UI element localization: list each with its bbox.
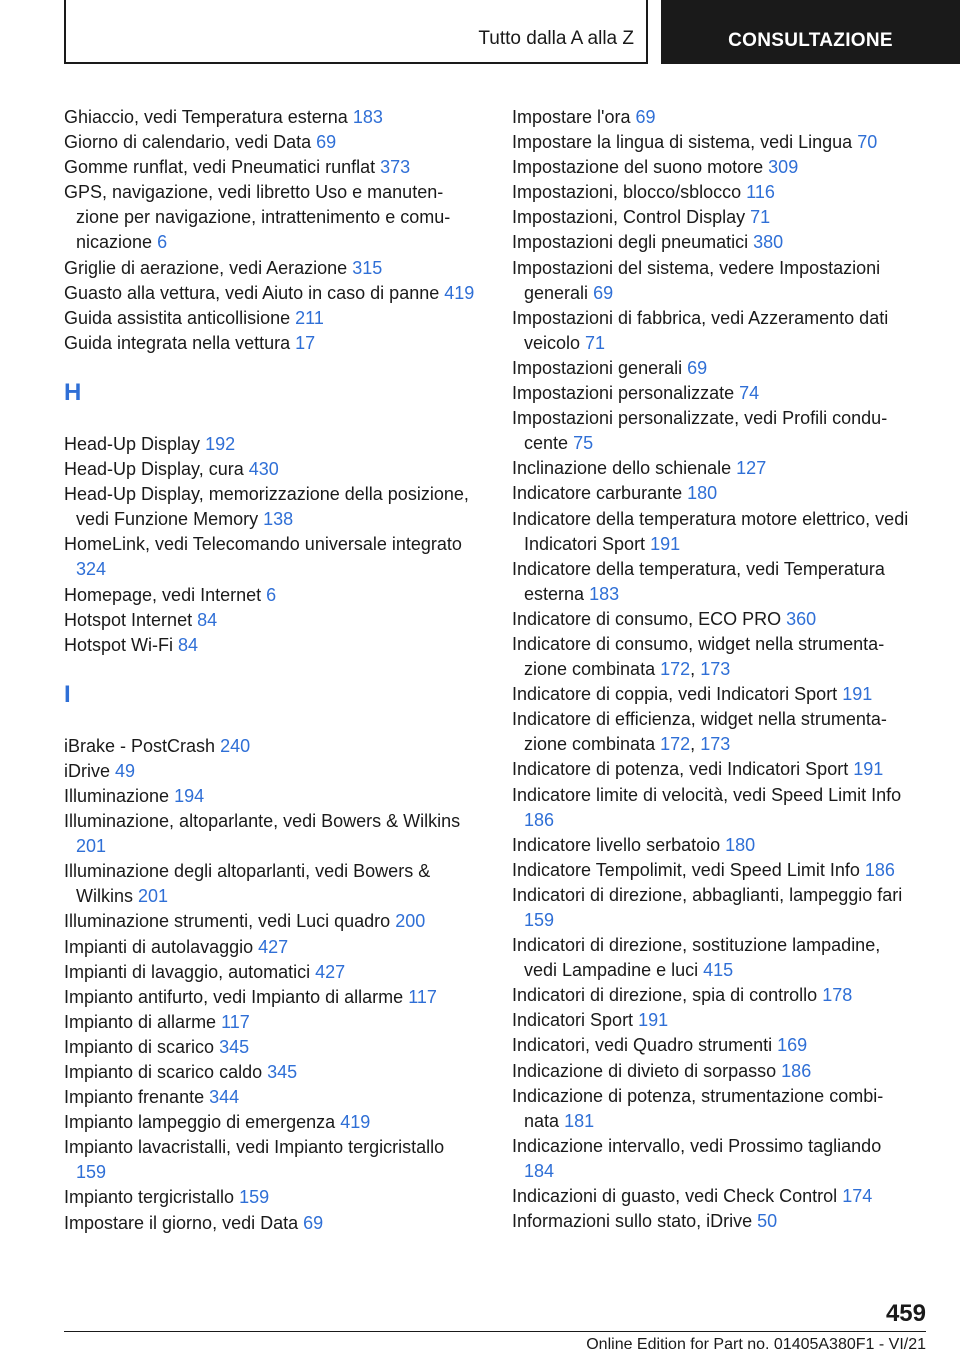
index-entry: [512, 682, 912, 707]
page-reference-link[interactable]: 6: [266, 584, 277, 605]
index-entry-text: Head-Up Display, cura: [64, 459, 244, 480]
page-reference-link[interactable]: 174: [842, 1186, 873, 1207]
page-reference-link[interactable]: 173: [700, 659, 731, 680]
page-reference-link[interactable]: 138: [263, 509, 294, 530]
index-entry: [512, 356, 912, 381]
index-entry: Indicatore di efficienza, widget nella strumentazione combinata 172, 173: [512, 709, 887, 755]
index-entry: [512, 1134, 912, 1184]
index-entry: [512, 983, 912, 1008]
index-entry-text: Indicazione intervallo, vedi Prossimo tagliando: [512, 1135, 882, 1156]
index-entry-text: Impianto di allarme: [64, 1011, 217, 1032]
index-column-right: [512, 105, 912, 1234]
index-entry-text: Impostazioni generali: [512, 357, 683, 378]
index-entry: [64, 1185, 476, 1210]
index-entry: [64, 281, 476, 306]
index-entry: [64, 985, 476, 1010]
index-entry-text: Head-Up Display, memorizzazione della posizione, vedi Funzione Memory: [64, 484, 469, 530]
page-reference-link[interactable]: 169: [777, 1035, 808, 1056]
index-entry: [512, 883, 912, 933]
page-reference-link[interactable]: 6: [157, 232, 168, 253]
index-entry-text: GPS, navigazione, vedi libretto Uso e manutenzione per navigazione, intrattenimento e comunicazione: [64, 182, 451, 253]
page-reference-link[interactable]: 191: [842, 684, 873, 705]
chapter-tab[interactable]: CONSULTAZIONE: [661, 0, 960, 64]
index-entry-text: Impostazione del suono motore: [512, 157, 764, 178]
index-entry: [512, 205, 912, 230]
page-reference-link[interactable]: 172: [660, 734, 691, 755]
index-entry-text: Impostazioni personalizzate, vedi Profili conducente: [512, 408, 888, 454]
index-entry-text: HomeLink, vedi Telecomando universale integrato: [64, 534, 462, 555]
page-reference-link[interactable]: 180: [687, 483, 718, 504]
index-entry-text: Impostare il giorno, vedi Data: [64, 1212, 299, 1233]
index-entry-text: Guida assistita anticollisione: [64, 307, 291, 328]
page-reference-link[interactable]: 345: [267, 1062, 298, 1082]
page-reference-link[interactable]: 345: [219, 1036, 250, 1057]
index-entry: [512, 1008, 912, 1033]
index-entry: [64, 105, 476, 130]
page-reference-link[interactable]: 71: [750, 207, 771, 228]
index-entry-text: Indicatore di consumo, widget nella strumentazione combinata: [512, 633, 885, 680]
index-entry-text: Indicatore di efficienza, widget nella strumentazione combinata: [512, 709, 887, 755]
index-entry: [64, 809, 476, 859]
page-reference-link[interactable]: 84: [197, 609, 218, 630]
index-entry: [512, 858, 912, 883]
footer-edition: Online Edition for Part no. 01405A380F1 - VI/21: [586, 1336, 926, 1353]
page-reference-link[interactable]: 69: [635, 107, 656, 127]
index-entry-text: Impostazioni, Control Display: [512, 207, 746, 228]
index-entry: [512, 557, 912, 607]
index-entry-text: Illuminazione, altoparlante, vedi Bowers & Wilkins: [64, 811, 461, 832]
index-entry: [512, 1209, 912, 1234]
index-entry-text: Indicazione di divieto di sorpasso: [512, 1060, 777, 1081]
index-entry: [512, 105, 912, 130]
index-entry-text: Gomme runflat, vedi Pneumatici runflat: [64, 157, 376, 178]
index-entry-text: Indicatore di coppia, vedi Indicatori Sport: [512, 684, 838, 705]
page-reference-link[interactable]: 211: [295, 307, 324, 328]
index-entry-text: Indicatori di direzione, sostituzione lampadine, vedi Lampadine e luci: [512, 935, 881, 981]
index-entry: [64, 331, 476, 356]
index-entry-text: Indicatore Tempolimit, vedi Speed Limit Info: [512, 859, 860, 880]
index-entry: [512, 1084, 912, 1134]
page-reference-link[interactable]: 201: [76, 836, 107, 857]
index-entry-text: Indicatore carburante: [512, 483, 683, 504]
page-reference-link[interactable]: 183: [589, 583, 620, 604]
page-reference-link[interactable]: 50: [757, 1211, 778, 1232]
index-entry-text: Impostazioni degli pneumatici: [512, 232, 749, 253]
index-entry: [64, 583, 476, 608]
index-entry-text: Head-Up Display: [64, 433, 201, 454]
index-entry-text: iBrake - PostCrash: [64, 735, 216, 756]
page-reference-link[interactable]: 116: [746, 182, 775, 203]
page-reference-link[interactable]: 373: [380, 157, 411, 178]
index-entry-text: Indicazioni di guasto, vedi Check Control: [512, 1186, 838, 1207]
index-entry: [64, 180, 476, 255]
index-entry-text: Impianti di autolavaggio: [64, 936, 254, 957]
page-reference-link[interactable]: 49: [115, 760, 136, 781]
index-entry: [512, 1184, 912, 1209]
index-entry-text: Indicatori Sport: [512, 1010, 634, 1031]
page-reference-link[interactable]: 315: [352, 257, 383, 278]
index-entry-text: Illuminazione: [64, 785, 170, 806]
index-entry: [64, 633, 476, 658]
index-entry-text: Indicatori di direzione, spia di controllo: [512, 985, 818, 1006]
index-entry: [512, 507, 912, 557]
index-entry: [64, 1010, 476, 1035]
index-entry: [512, 180, 912, 205]
page-reference-link[interactable]: 380: [753, 232, 784, 253]
page-reference-link[interactable]: 183: [352, 107, 383, 127]
index-entry-text: Indicatore livello serbatoio: [512, 834, 721, 855]
page-reference-link[interactable]: 159: [524, 910, 555, 930]
index-entry-text: Impostazioni, blocco/sblocco: [512, 182, 742, 203]
index-entry-text: Impianto lavacristalli, vedi Impianto tergicristallo: [64, 1137, 445, 1158]
index-entry: [64, 1211, 476, 1236]
index-entry-text: Impianto lampeggio di emergenza: [64, 1112, 336, 1133]
page-reference-link[interactable]: 360: [786, 608, 817, 629]
index-entry-text: Illuminazione strumenti, vedi Luci quadro: [64, 911, 391, 932]
index-column-left: [64, 105, 476, 1236]
page-reference-link[interactable]: 427: [258, 936, 289, 957]
index-entry: [64, 859, 476, 909]
index-entry: [64, 1035, 476, 1060]
index-entry-text: Indicatore della temperatura motore elettrico, vedi Indicatori Sport: [512, 508, 909, 554]
index-entry: [512, 933, 912, 983]
index-entry-text: Guida integrata nella vettura: [64, 332, 291, 353]
page-reference-link[interactable]: 74: [739, 383, 760, 404]
index-entry-text: Impianto tergicristallo: [64, 1187, 235, 1208]
index-entry: [64, 909, 476, 934]
index-entry-text: Inclinazione dello schienale: [512, 458, 732, 479]
index-entry-text: Hotspot Wi-Fi: [64, 634, 174, 655]
index-entry: [64, 1110, 476, 1135]
footer-divider: [64, 1331, 926, 1332]
index-entry-text: Impostare la lingua di sistema, vedi Lingua: [512, 132, 853, 153]
index-entry: [64, 1085, 476, 1110]
index-entry: [512, 381, 912, 406]
index-entry-text: Impostazioni di fabbrica, vedi Azzeramento dati veicolo: [512, 307, 889, 353]
page-reference-link[interactable]: 159: [76, 1162, 107, 1183]
page-reference-link[interactable]: 186: [781, 1060, 812, 1081]
page-reference-link[interactable]: 159: [239, 1187, 270, 1208]
page-reference-link[interactable]: 178: [822, 985, 853, 1006]
page-reference-link[interactable]: 173: [700, 734, 731, 755]
index-entry: [64, 734, 476, 759]
page-reference-link[interactable]: 181: [564, 1110, 595, 1131]
index-entry: [64, 432, 476, 457]
index-entry-text: Indicazione di potenza, strumentazione combinata: [512, 1085, 884, 1131]
page-reference-link[interactable]: 184: [524, 1160, 555, 1181]
index-entry: [64, 784, 476, 809]
page-reference-link[interactable]: 84: [178, 634, 199, 655]
index-entry: [512, 130, 912, 155]
index-entry-text: Impostazioni personalizzate: [512, 383, 735, 404]
page-reference-link[interactable]: 186: [524, 809, 555, 830]
page-reference-link[interactable]: 186: [864, 859, 895, 880]
index-entry-text: Impianto di scarico caldo: [64, 1062, 263, 1082]
index-entry: [512, 481, 912, 506]
page-reference-link[interactable]: 69: [303, 1212, 324, 1233]
page-reference-link[interactable]: 344: [209, 1087, 240, 1108]
index-entry: [64, 608, 476, 633]
index-entry: [512, 833, 912, 858]
index-entry-text: Indicatore di consumo, ECO PRO: [512, 608, 782, 629]
index-entry-text: Indicatori, vedi Quadro strumenti: [512, 1035, 773, 1056]
index-entry-text: Griglie di aerazione, vedi Aerazione: [64, 257, 348, 278]
index-entry-text: Impostare l'ora: [512, 107, 631, 127]
page-reference-link[interactable]: 71: [585, 332, 606, 353]
index-entry: [64, 532, 476, 582]
index-entry: [64, 130, 476, 155]
index-entry: [64, 1135, 476, 1185]
index-entry-text: Homepage, vedi Internet: [64, 584, 262, 605]
page-reference-link[interactable]: 415: [703, 960, 734, 981]
index-entry-text: Indicatore di potenza, vedi Indicatori Sport: [512, 759, 849, 780]
index-entry: [64, 306, 476, 331]
page-reference-link[interactable]: 191: [650, 533, 681, 554]
index-entry: [512, 1059, 912, 1084]
page-reference-link[interactable]: 419: [444, 282, 475, 303]
page-reference-link[interactable]: 127: [736, 458, 767, 479]
page-reference-link[interactable]: 17: [295, 332, 316, 353]
index-entry: [64, 482, 476, 532]
index-entry: [64, 935, 476, 960]
index-entry: [512, 306, 912, 356]
index-entry-text: Impianto frenante: [64, 1087, 205, 1108]
index-entry-text: Illuminazione degli altoparlanti, vedi Bowers & Wilkins: [64, 861, 431, 907]
index-section-letter: I: [64, 680, 71, 708]
page-reference-link[interactable]: 240: [220, 735, 251, 756]
page-reference-link[interactable]: 75: [573, 433, 594, 454]
index-entry-text: Impostazioni del sistema, vedere Impostazioni generali: [512, 257, 881, 303]
page-reference-link[interactable]: 309: [768, 157, 799, 178]
index-entry: [512, 155, 912, 180]
index-entry-text: iDrive: [64, 760, 111, 781]
index-entry-text: Ghiaccio, vedi Temperatura esterna: [64, 107, 348, 127]
page-reference-link[interactable]: 69: [316, 132, 337, 153]
index-entry: [512, 456, 912, 481]
index-entry-text: Guasto alla vettura, vedi Aiuto in caso di panne: [64, 282, 440, 303]
page-header: [0, 0, 960, 66]
index-entry-text: Hotspot Internet: [64, 609, 193, 630]
page-reference-link[interactable]: 194: [174, 785, 205, 806]
page-reference-link[interactable]: 117: [408, 986, 437, 1007]
page-reference-link[interactable]: 427: [315, 961, 346, 982]
page-reference-link[interactable]: 117: [221, 1011, 250, 1032]
index-entry: [512, 1033, 912, 1058]
page-number: 459: [885, 1300, 926, 1327]
index-entry: [64, 457, 476, 482]
index-entry-text: Giorno di calendario, vedi Data: [64, 132, 312, 153]
page-reference-link[interactable]: 324: [76, 559, 107, 580]
index-entry: [64, 1060, 476, 1085]
index-entry: [64, 960, 476, 985]
page-reference-link[interactable]: 172: [660, 659, 691, 680]
index-entry: [512, 783, 912, 833]
index-entry-text: Indicatore limite di velocità, vedi Speed Limit Info: [512, 784, 902, 805]
page-reference-link[interactable]: 201: [138, 886, 169, 907]
index-entry: [512, 607, 912, 632]
index-entry: [512, 230, 912, 255]
page-reference-link[interactable]: 69: [687, 357, 708, 378]
index-entry: [512, 406, 912, 456]
page-reference-link[interactable]: 191: [853, 759, 884, 780]
page-reference-link[interactable]: 70: [857, 132, 878, 153]
page-reference-link[interactable]: 192: [205, 433, 236, 454]
index-entry-text: Indicatore della temperatura, vedi Temperatura esterna: [512, 558, 885, 604]
index-entry: [512, 256, 912, 306]
page-reference-link[interactable]: 200: [395, 911, 426, 932]
page-reference-link[interactable]: 191: [638, 1010, 669, 1031]
index-section-letter: H: [64, 378, 82, 406]
index-entry: [512, 757, 912, 782]
index-entry-text: Impianto antifurto, vedi Impianto di allarme: [64, 986, 404, 1007]
index-entry-text: Impianto di scarico: [64, 1036, 215, 1057]
page-reference-link[interactable]: 180: [725, 834, 756, 855]
page-reference-link[interactable]: 430: [248, 459, 279, 480]
index-entry-text: Impianti di lavaggio, automatici: [64, 961, 311, 982]
section-title: Tutto dalla A alla Z: [64, 0, 648, 64]
index-entry-text: Informazioni sullo stato, iDrive: [512, 1211, 753, 1232]
index-entry: [64, 759, 476, 784]
index-entry-text: Indicatori di direzione, abbaglianti, lampeggio fari: [512, 884, 903, 905]
index-entry: [64, 155, 476, 180]
index-entry: Indicatore di consumo, widget nella strumentazione combinata 172, 173: [512, 633, 885, 680]
page-reference-link[interactable]: 69: [593, 282, 614, 303]
page-reference-link[interactable]: 419: [340, 1112, 371, 1133]
index-entry: [64, 256, 476, 281]
